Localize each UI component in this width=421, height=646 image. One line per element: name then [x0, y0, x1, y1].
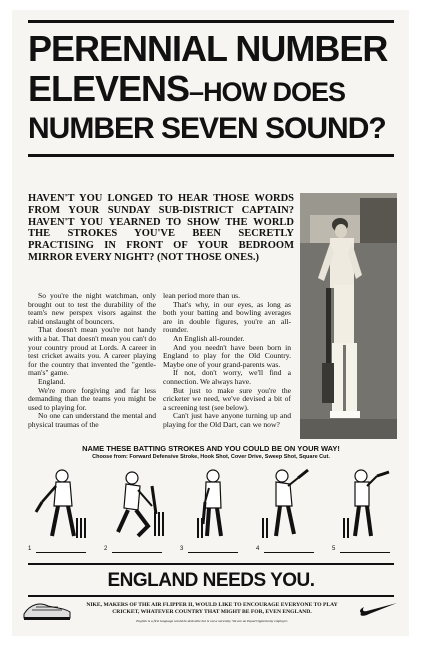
- answer-number: 4: [256, 546, 260, 552]
- batsman-figure-1: [32, 466, 92, 542]
- batsman-figure-5: [333, 466, 393, 542]
- body-column-2: [163, 292, 291, 430]
- answer-number: 2: [104, 546, 108, 552]
- footer-text: NIKE, MAKERS OF THE AIR FLIPPER II, WOULD LIKE TO ENCOURAGE EVERYONE TO PLAY CRICKET, WHATEVER COUNTRY THAT MIGHT BE FOR, EVEN ENGLAND.: [86, 602, 338, 615]
- slogan-bottom-rule: [28, 595, 394, 597]
- answer-blank-5[interactable]: [332, 546, 392, 554]
- body-paragraph: lean period more than us.: [163, 291, 240, 300]
- answer-blank-3[interactable]: [180, 546, 240, 554]
- body-paragraph: An English all-rounder.: [173, 333, 245, 343]
- batsman-figure-2: [108, 466, 168, 542]
- batsman-figure-3: [183, 466, 243, 542]
- answer-number: 3: [180, 546, 184, 552]
- slogan: ENGLAND NEEDS YOU.: [107, 570, 315, 591]
- answer-blank-2[interactable]: [104, 546, 164, 554]
- fine-print: English is a first language would be desirable but is not a necessity. We are an Equal Opportunity employer.: [136, 619, 288, 623]
- headline-elevens: ELEVENS: [28, 68, 190, 109]
- body-paragraph: So you're the night watchman, only brought out to test the durability of the team's new perspex visors against the rabid onslaught of bouncers.: [28, 291, 156, 326]
- top-rule: [28, 20, 394, 23]
- headline-line-1: PERENNIAL NUMBER: [28, 28, 388, 69]
- answer-blank-4[interactable]: [256, 546, 316, 554]
- headline-line-2: [28, 70, 394, 111]
- headline-how-does: –HOW DOES: [189, 77, 346, 107]
- swoosh-logo: [357, 600, 399, 618]
- body-column-1: [28, 292, 156, 430]
- answer-number: 5: [332, 546, 336, 552]
- body-paragraph: That doesn't mean you're not handy with a bat. That doesn't mean you can't do your country proud at Lords. A career in test cricket awaits you. A career playing for the country that invented the "gentle-man's" game.: [28, 325, 156, 378]
- answer-number: 1: [28, 546, 32, 552]
- body-paragraph: If not, don't worry, we'll find a connection. We always have.: [163, 368, 291, 386]
- headline-line-3: NUMBER SEVEN SOUND?: [28, 112, 386, 145]
- headline-bottom-rule: [28, 154, 394, 157]
- strokes-test-title: NAME THESE BATTING STROKES AND YOU COULD BE ON YOUR WAY!: [82, 444, 340, 453]
- answer-blank-1[interactable]: [28, 546, 88, 554]
- body-paragraph: But just to make sure you're the cricketer we need, we've devised a bit of a screening test (see below).: [163, 385, 291, 412]
- slogan-top-rule: [28, 563, 394, 565]
- cricketer-photo: [300, 193, 397, 439]
- stroke-figures: [28, 466, 394, 556]
- body-paragraph: That's why, in our eyes, as long as both your batting and bowling averages are in double figures, you're an all-rounder.: [163, 299, 291, 335]
- body-paragraph: We're more forgiving and far less demanding than the teams you might be used to playing for.: [28, 385, 156, 412]
- advertisement-page: [12, 10, 409, 636]
- body-paragraph: No one can understand the mental and physical traumas of the: [28, 411, 156, 429]
- strokes-test-choices: Choose from: Forward Defensive Stroke, Hook Shot, Cover Drive, Sweep Shot, Square Cut.: [92, 454, 330, 460]
- body-paragraph: And you needn't have been born in England to play for the Old Country. Maybe one of your grand-parents was.: [163, 342, 291, 369]
- body-paragraph: England.: [38, 376, 66, 386]
- batsman-figure-4: [258, 466, 318, 542]
- body-paragraph: Can't just have anyone turning up and playing for the Old Dart, can we now?: [163, 411, 291, 429]
- intro-text: HAVEN'T YOU LONGED TO HEAR THOSE WORDS FROM YOUR SUNDAY SUB-DISTRICT CAPTAIN? HAVEN'T YOU YEARNED TO SHOW THE WORLD THE STROKES YOU'VE BEEN SECRETLY PRACTISING IN FRONT OF YOUR BEDROOM MIRROR EVERY NIGHT? (NOT THOSE ONES.): [28, 193, 294, 263]
- shoe-icon: [22, 596, 72, 622]
